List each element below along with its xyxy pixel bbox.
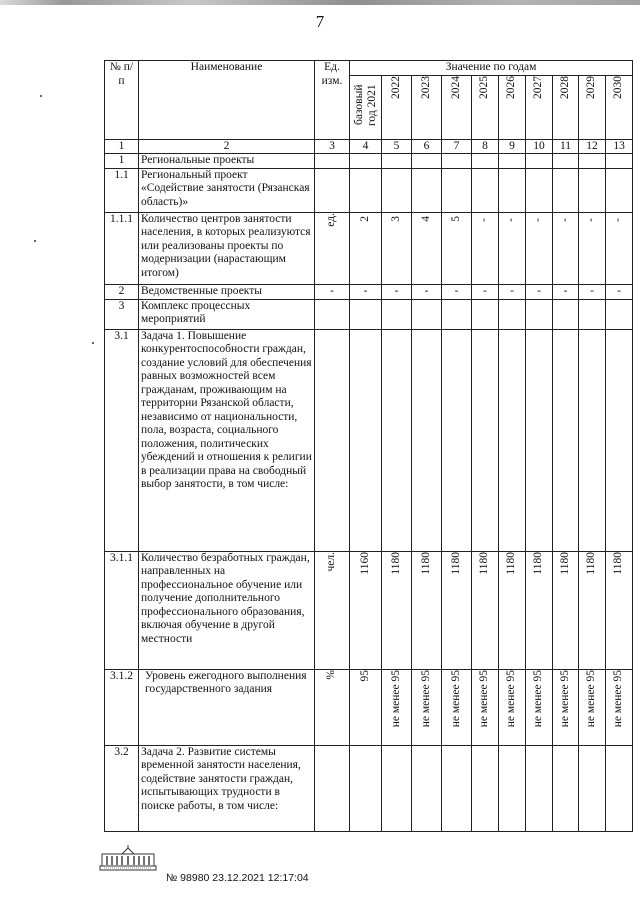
row-number: 1.1 <box>105 168 139 212</box>
row-name: Количество безработных граждан, направленных на профессиональное обучение или получение дополнительного профессионального образования, включая обучение в другой местности <box>139 551 315 669</box>
header-year: 2022 <box>382 75 412 139</box>
table-row <box>105 551 633 669</box>
table-row <box>105 212 633 284</box>
table-row <box>105 329 633 551</box>
row-name: Задача 2. Развитие системы временной занятости населения, содействие занятости граждан, испытывающих трудности в поиске работы, в том числе: <box>139 745 315 831</box>
row-value: 1180 <box>442 551 472 669</box>
column-index-row <box>105 139 633 154</box>
scan-speck <box>34 240 36 242</box>
row-name: Ведомственные проекты <box>139 284 315 299</box>
row-unit: ед. <box>315 212 350 284</box>
header-year: 2023 <box>412 75 442 139</box>
row-value: не менее 95 <box>526 669 553 745</box>
row-number: 3.1.2 <box>105 669 139 745</box>
column-index: 6 <box>412 139 442 154</box>
row-unit: чел. <box>315 551 350 669</box>
column-index: 12 <box>579 139 606 154</box>
row-value: - <box>472 212 499 284</box>
table-row <box>105 168 633 212</box>
building-seal-icon <box>98 845 158 871</box>
row-name: Задача 1. Повышение конкурентоспособности граждан, создание условий для обеспечения равных возможностей всем гражданам, проживающим на территории Рязанской области, независимо от национальности, пола, возраста, социального положения, политических убеждений и отношения к религии в реализации права на свободный выбор занятости, в том числе: <box>139 329 315 551</box>
row-value: 4 <box>412 212 442 284</box>
row-number: 3.1 <box>105 329 139 551</box>
header-num: № п/п <box>105 61 139 140</box>
indicators-table <box>104 60 633 832</box>
registration-stamp: № 98980 23.12.2021 12:17:04 <box>166 872 309 884</box>
row-value: - <box>526 212 553 284</box>
row-value: - <box>579 284 606 299</box>
column-index: 5 <box>382 139 412 154</box>
page-number: 7 <box>315 12 325 31</box>
column-index: 4 <box>350 139 382 154</box>
row-value: 1180 <box>606 551 633 669</box>
row-value: не менее 95 <box>579 669 606 745</box>
row-value: 1180 <box>382 551 412 669</box>
row-value: - <box>606 284 633 299</box>
row-number: 3.2 <box>105 745 139 831</box>
column-index: 1 <box>105 139 139 154</box>
row-value: 5 <box>442 212 472 284</box>
row-name: Количество центров занятости населения, в которых реализуются или реализованы проекты по модернизации (нарастающим итогом) <box>139 212 315 284</box>
row-value: не менее 95 <box>472 669 499 745</box>
row-value: - <box>553 284 579 299</box>
column-index: 7 <box>442 139 472 154</box>
table-row <box>105 669 633 745</box>
row-value: 1180 <box>579 551 606 669</box>
row-value: не менее 95 <box>499 669 526 745</box>
scan-speck <box>40 95 42 97</box>
row-value: - <box>579 212 606 284</box>
row-number: 3 <box>105 299 139 329</box>
row-value: 95 <box>350 669 382 745</box>
row-value: - <box>472 284 499 299</box>
row-value: не менее 95 <box>442 669 472 745</box>
row-value: 1180 <box>472 551 499 669</box>
column-index: 9 <box>499 139 526 154</box>
row-number: 3.1.1 <box>105 551 139 669</box>
table-row <box>105 154 633 169</box>
column-index: 2 <box>139 139 315 154</box>
table-row <box>105 745 633 831</box>
column-index: 11 <box>553 139 579 154</box>
column-index: 3 <box>315 139 350 154</box>
header-year: 2030 <box>606 75 633 139</box>
row-value: 1160 <box>350 551 382 669</box>
row-value: 1180 <box>553 551 579 669</box>
row-value: 1180 <box>526 551 553 669</box>
header-base-year: базовый год 2021 <box>350 75 382 139</box>
row-unit: - <box>315 284 350 299</box>
column-index: 8 <box>472 139 499 154</box>
row-number: 2 <box>105 284 139 299</box>
table-row <box>105 299 633 329</box>
header-year: 2025 <box>472 75 499 139</box>
row-value: не менее 95 <box>382 669 412 745</box>
row-value: не менее 95 <box>553 669 579 745</box>
row-name: Уровень ежегодного выполнения государственного задания <box>139 669 315 745</box>
header-year: 2024 <box>442 75 472 139</box>
row-name: Региональные проекты <box>139 154 315 169</box>
row-value: 1180 <box>412 551 442 669</box>
row-number: 1.1.1 <box>105 212 139 284</box>
header-year: 2029 <box>579 75 606 139</box>
row-value: не менее 95 <box>412 669 442 745</box>
row-value: 1180 <box>499 551 526 669</box>
scan-edge <box>0 0 640 5</box>
header-name: Наименование <box>139 61 315 140</box>
row-value: - <box>350 284 382 299</box>
column-index: 13 <box>606 139 633 154</box>
row-value: 2 <box>350 212 382 284</box>
row-value: - <box>606 212 633 284</box>
row-value: - <box>499 284 526 299</box>
header-unit: Ед. изм. <box>315 61 350 140</box>
row-value: - <box>526 284 553 299</box>
row-value: - <box>412 284 442 299</box>
row-name: Региональный проект «Содействие занятости (Рязанская область)» <box>139 168 315 212</box>
row-value: 3 <box>382 212 412 284</box>
table-row <box>105 284 633 299</box>
column-index: 10 <box>526 139 553 154</box>
scan-speck <box>92 342 94 344</box>
row-name: Комплекс процессных мероприятий <box>139 299 315 329</box>
row-value: - <box>499 212 526 284</box>
header-year: 2027 <box>526 75 553 139</box>
row-value: - <box>553 212 579 284</box>
row-value: - <box>382 284 412 299</box>
row-unit: % <box>315 669 350 745</box>
header-year: 2026 <box>499 75 526 139</box>
row-number: 1 <box>105 154 139 169</box>
row-value: не менее 95 <box>606 669 633 745</box>
header-values-group: Значение по годам <box>350 61 633 76</box>
row-value: - <box>442 284 472 299</box>
header-year: 2028 <box>553 75 579 139</box>
